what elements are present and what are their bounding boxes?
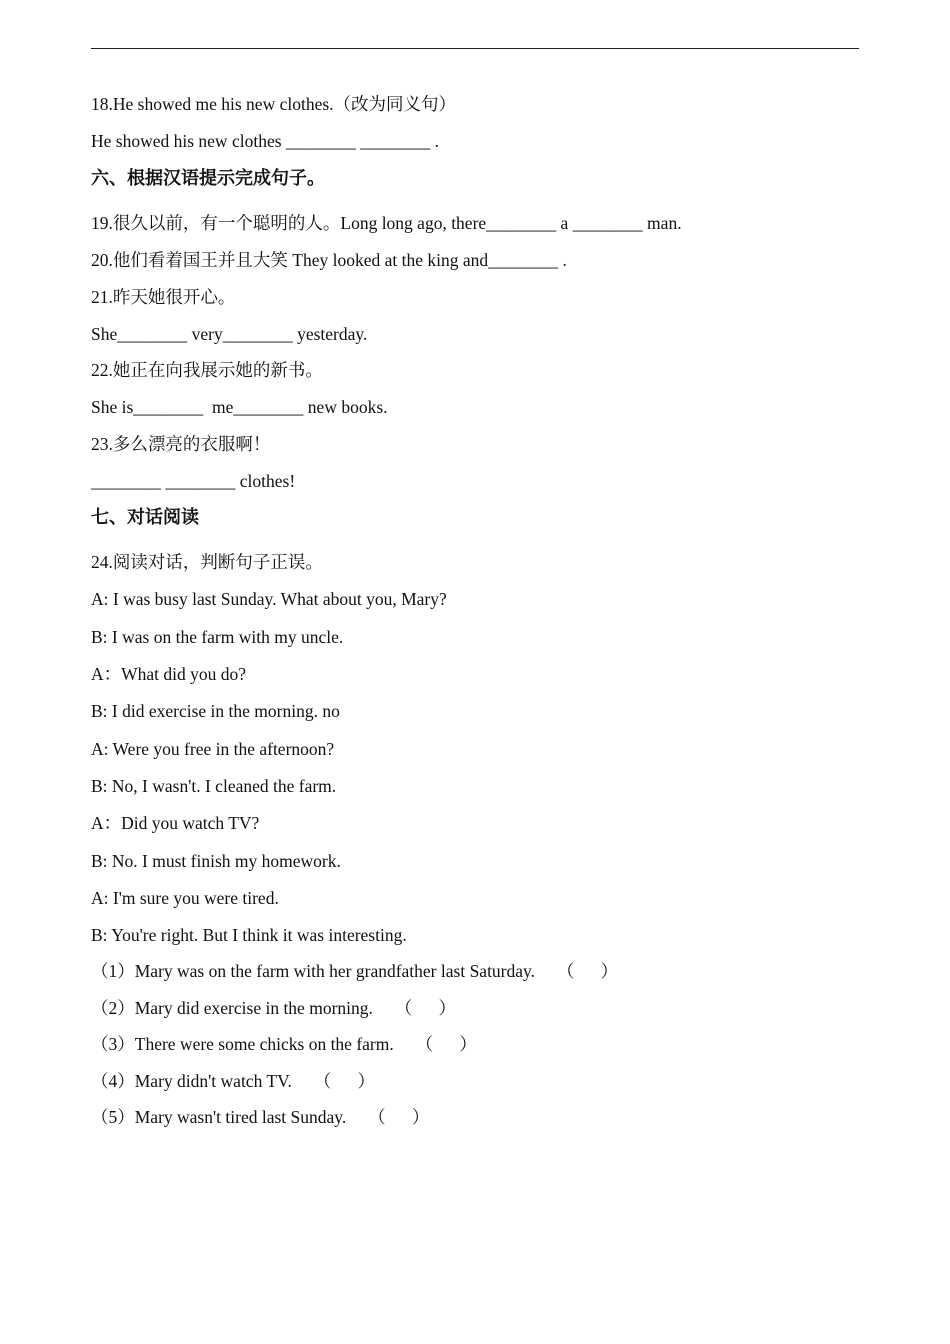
dialogue-line: B: You're right. But I think it was interesting. [91, 925, 407, 945]
dialogue-line: A: I'm sure you were tired. [91, 888, 279, 908]
question-21-answer-line: She________ very________ yesterday. [91, 324, 368, 344]
dialogue-line: B: I was on the farm with my uncle. [91, 627, 344, 647]
question-21-prompt: 21.昨天她很开心。 [91, 287, 236, 307]
section-7-heading: 七、对话阅读 [91, 507, 199, 528]
question-18-answer-line: He showed his new clothes ________ ________ . [91, 131, 440, 151]
judgement-item-2: （2）Mary did exercise in the morning. （ ） [91, 998, 457, 1018]
dialogue-line: A：Did you watch TV? [91, 813, 260, 833]
question-18-prompt: 18.He showed me his new clothes.（改为同义句） [91, 94, 457, 114]
question-19: 19.很久以前，有一个聪明的人。Long long ago, there________ a ________ man. [91, 213, 682, 233]
dialogue-line: A：What did you do? [91, 664, 247, 684]
judgement-item-3: （3）There were some chicks on the farm. （ ） [91, 1034, 477, 1054]
dialogue-line: B: No, I wasn't. I cleaned the farm. [91, 776, 337, 796]
dialogue-line: A: I was busy last Sunday. What about you, Mary? [91, 589, 447, 609]
question-22-answer-line: She is________ me________ new books. [91, 397, 388, 417]
dialogue-line: A: Were you free in the afternoon? [91, 739, 335, 759]
question-23-prompt: 23.多么漂亮的衣服啊！ [91, 434, 271, 454]
judgement-item-5: （5）Mary wasn't tired last Sunday. （ ） [91, 1107, 430, 1127]
question-23-answer-line: ________ ________ clothes! [91, 471, 296, 491]
section-6-heading: 六、根据汉语提示完成句子。 [91, 168, 325, 189]
judgement-item-1: （1）Mary was on the farm with her grandfather last Saturday. （ ） [91, 961, 619, 981]
question-20: 20.他们看着国王并且大笑 They looked at the king and________ . [91, 250, 567, 270]
question-22-prompt: 22.她正在向我展示她的新书。 [91, 360, 323, 380]
judgement-item-4: （4）Mary didn't watch TV. （ ） [91, 1071, 375, 1091]
header-rule [91, 48, 859, 49]
question-24-prompt: 24.阅读对话，判断句子正误。 [91, 552, 323, 572]
dialogue-line: B: I did exercise in the morning. no [91, 701, 340, 721]
dialogue-line: B: No. I must finish my homework. [91, 851, 341, 871]
